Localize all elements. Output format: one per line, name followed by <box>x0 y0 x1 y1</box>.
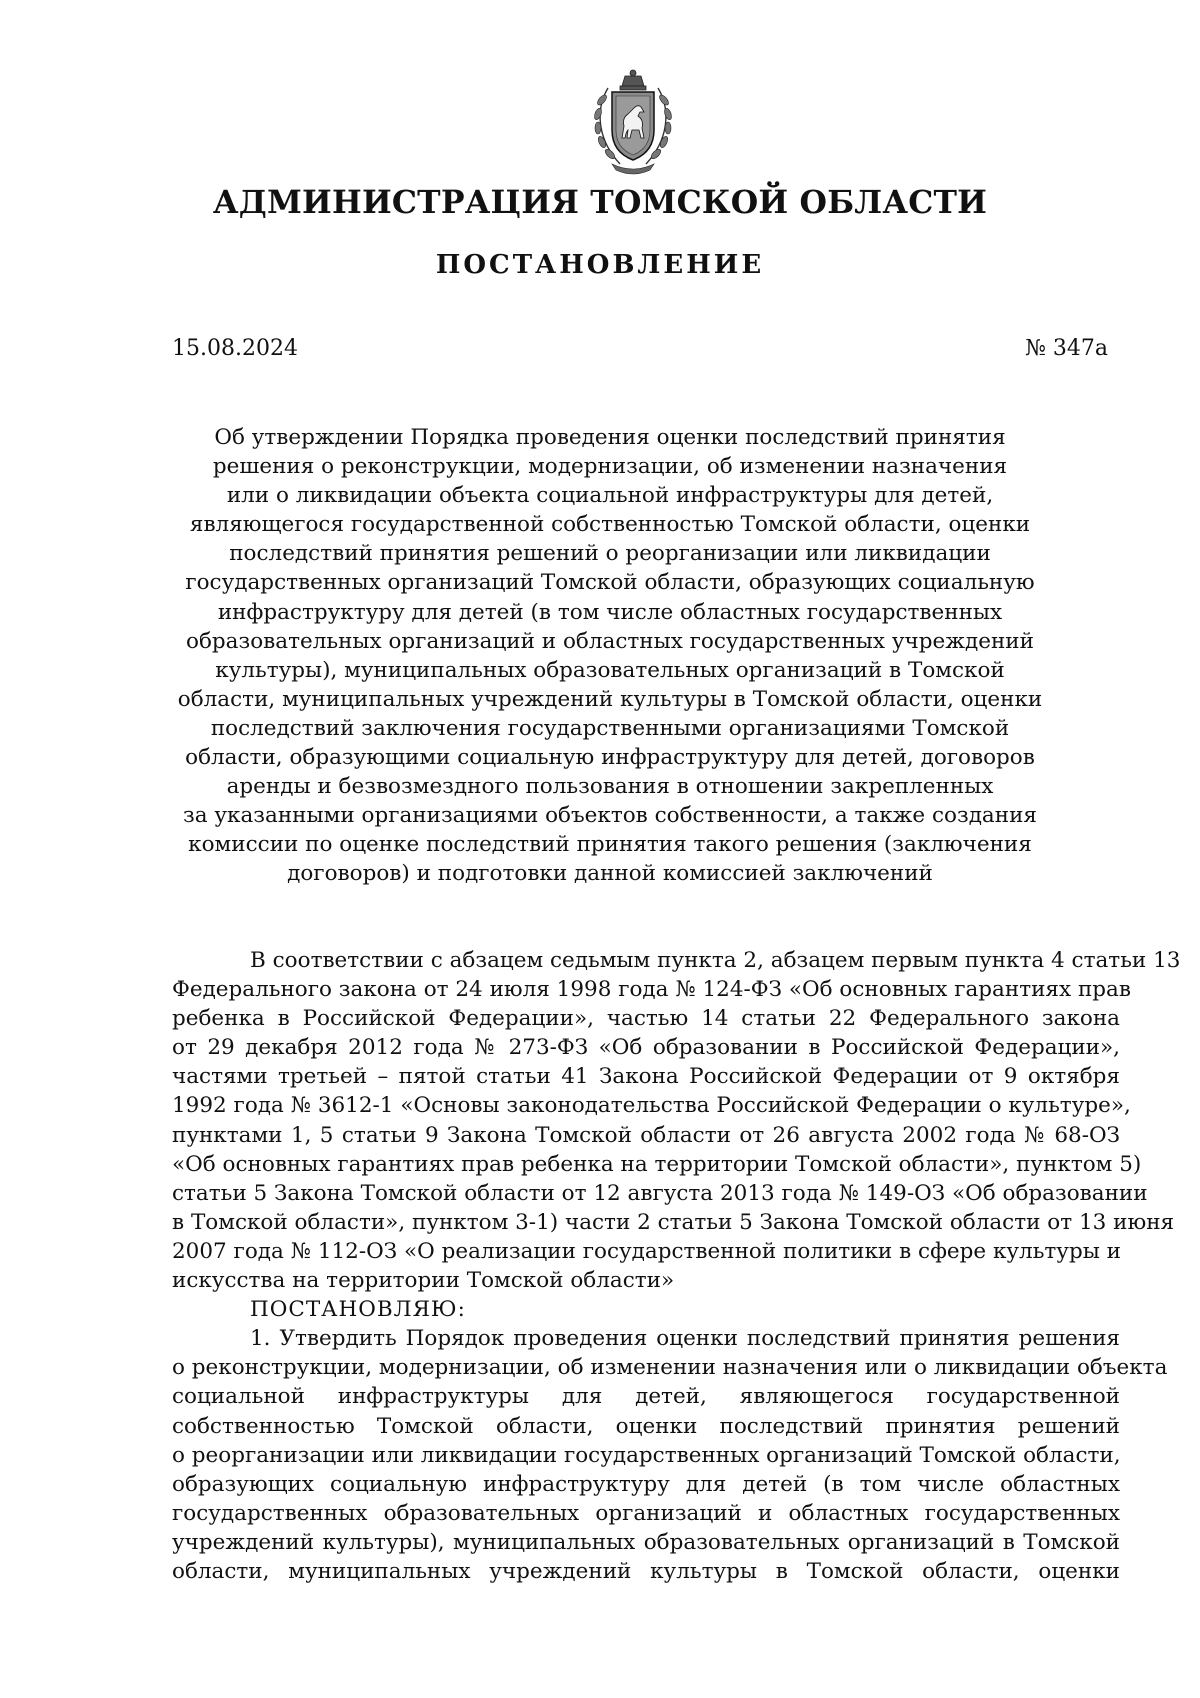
preamble-line: в Томской области», пунктом 3-1) части 2 статьи 5 Закона Томской области от 13 июня <box>172 1209 1175 1235</box>
title-line: образовательных организаций и областных государственных учреждений <box>186 628 1034 654</box>
title-line: инфраструктуру для детей (в том числе областных государственных <box>217 599 1003 625</box>
title-line: культуры), муниципальных образовательных организаций в Томской <box>215 657 1005 683</box>
title-line: аренды и безвозмездного пользования в отношении закрепленных <box>226 774 994 800</box>
title-line: Об утверждении Порядка проведения оценки последствий принятия <box>214 425 1006 450</box>
item-line: социальной инфраструктуры для детей, являющегося государственной <box>172 1384 1120 1410</box>
document-date: 15.08.2024 <box>172 336 298 361</box>
title-line: комиссии по оценке последствий принятия такого решения (заключения <box>188 832 1032 858</box>
title-line: решения о реконструкции, модернизации, об изменении назначения <box>212 454 1008 480</box>
decree-word: ПОСТАНОВЛЯЮ: <box>250 1297 466 1323</box>
item-line: учреждений культуры), муниципальных образовательных организаций в Томской <box>172 1529 1120 1555</box>
title-line: области, муниципальных учреждений культуры в Томской области, оценки <box>177 686 1043 712</box>
item-line: о реорганизации или ликвидации государственных организаций Томской области, <box>172 1442 1121 1468</box>
document-number: № 347а <box>1025 336 1108 361</box>
preamble-line: ребенка в Российской Федерации», частью 14 статьи 22 Федерального закона <box>172 1006 1120 1032</box>
item-line: государственных образовательных организаций и областных государственных <box>172 1500 1120 1526</box>
title-line: за указанными организациями объектов собственности, а также создания <box>183 803 1037 829</box>
preamble-line: пунктами 1, 5 статьи 9 Закона Томской области от 26 августа 2002 года № 68-ОЗ <box>172 1122 1120 1148</box>
preamble-line: «Об основных гарантиях прав ребенка на территории Томской области», пунктом 5) <box>172 1151 1142 1177</box>
preamble-line: искусства на территории Томской области» <box>172 1268 675 1294</box>
item-line: области, муниципальных учреждений культуры в Томской области, оценки <box>172 1558 1120 1584</box>
document-title <box>160 423 1060 889</box>
title-line: последствий заключения государственными организациями Томской <box>210 715 1010 741</box>
item-line: о реконструкции, модернизации, об изменении назначения или о ликвидации объекта <box>172 1355 1168 1381</box>
title-line: области, образующими социальную инфраструктуру для детей, договоров <box>185 745 1035 771</box>
preamble-line: статьи 5 Закона Томской области от 12 августа 2013 года № 149-ОЗ «Об образовании <box>172 1180 1148 1206</box>
preamble-line: 2007 года № 112-ОЗ «О реализации государственной политики в сфере культуры и <box>172 1238 1121 1264</box>
title-line: договоров) и подготовки данной комиссией заключений <box>287 861 933 887</box>
item-line: собственностью Томской области, оценки последствий принятия решений <box>172 1413 1120 1439</box>
preamble-line: 1992 года № 3612-1 «Основы законодательства Российской Федерации о культуре», <box>172 1093 1131 1119</box>
preamble-line: В соответствии с абзацем седьмым пункта 2, абзацем первым пункта 4 статьи 13 <box>250 948 1181 973</box>
document-type: ПОСТАНОВЛЕНИЕ <box>435 250 765 280</box>
organization-title: АДМИНИСТРАЦИЯ ТОМСКОЙ ОБЛАСТИ <box>212 184 988 221</box>
title-line: последствий принятия решений о реорганизации или ликвидации <box>229 541 991 567</box>
title-line: или о ликвидации объекта социальной инфраструктуры для детей, <box>226 483 994 509</box>
tomsk-coat-of-arms-icon <box>578 68 688 176</box>
title-line: государственных организаций Томской области, образующих социальную <box>185 570 1035 596</box>
item-line: 1. Утвердить Порядок проведения оценки последствий принятия решения <box>250 1326 1120 1352</box>
preamble-line: от 29 декабря 2012 года № 273-ФЗ «Об образовании в Российской Федерации», <box>172 1035 1120 1061</box>
preamble-line: частями третьей – пятой статьи 41 Закона Российской Федерации от 9 октября <box>172 1064 1120 1090</box>
item-line: образующих социальную инфраструктуру для детей (в том числе областных <box>172 1471 1120 1497</box>
document-body <box>172 946 1181 1586</box>
item-1-paragraph <box>172 1324 1168 1586</box>
preamble-paragraph <box>172 946 1181 1295</box>
title-line: являющегося государственной собственностью Томской области, оценки <box>189 512 1031 538</box>
preamble-line: Федерального закона от 24 июля 1998 года № 124-ФЗ «Об основных гарантиях прав <box>172 977 1131 1003</box>
